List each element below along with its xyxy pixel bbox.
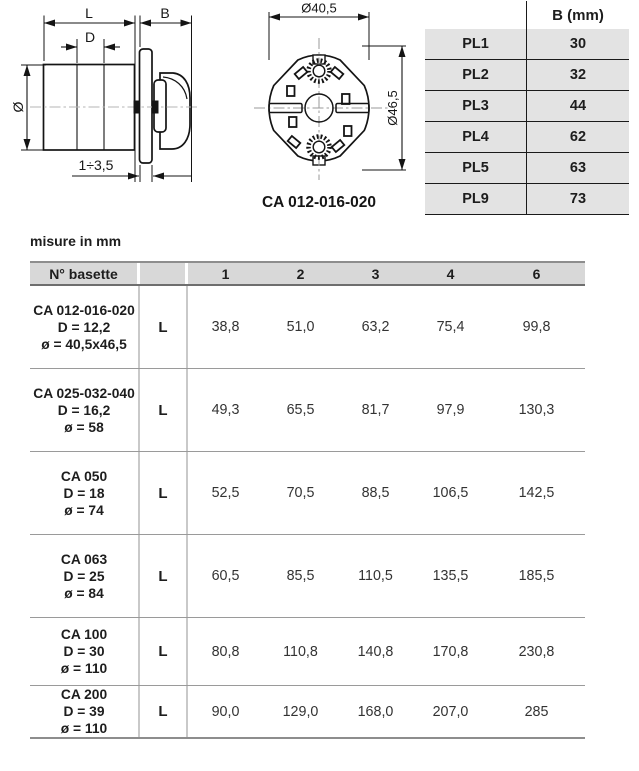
- value-cell: 38,8: [211, 319, 240, 335]
- value-cell: 207,0: [432, 703, 469, 720]
- model-diameter: ø = 74: [64, 502, 104, 518]
- table-row: [30, 618, 585, 686]
- pl-value: 44: [569, 98, 587, 114]
- model-diameter: ø = 110: [60, 721, 108, 736]
- model-diameter: ø = 40,5x46,5: [41, 336, 127, 352]
- model-d: D = 25: [63, 568, 105, 584]
- pl-label: PL1: [425, 29, 527, 59]
- value-cell: 90,0: [211, 703, 240, 720]
- l-cell: L: [140, 286, 188, 368]
- side-view-drawing: [2, 3, 227, 198]
- value-cell: 70,5: [286, 485, 315, 501]
- dimension-top-label: Ø40,5: [301, 0, 337, 16]
- value-cell: 106,5: [432, 485, 469, 501]
- value-cell: 65,5: [286, 402, 315, 418]
- b-table-row: [425, 91, 629, 122]
- value-cell: 52,5: [211, 485, 240, 501]
- table-row: [30, 686, 585, 737]
- model-cell: [30, 286, 140, 368]
- dimension-B-label: B: [160, 5, 170, 21]
- table-row: [30, 286, 585, 369]
- value-cell: 88,5: [361, 485, 390, 501]
- b-table-header-empty: [425, 1, 527, 29]
- model-d: D = 12,2: [57, 319, 111, 335]
- column-header: 3: [338, 263, 413, 284]
- model-diameter: ø = 110: [60, 661, 108, 676]
- value-cell: 51,0: [286, 319, 315, 335]
- pl-label: PL5: [425, 153, 527, 183]
- table-row: [30, 535, 585, 618]
- front-view-caption: CA 012-016-020: [261, 194, 377, 211]
- b-table-row: [425, 184, 629, 215]
- pl-label: PL4: [425, 122, 527, 152]
- column-header: 6: [488, 263, 585, 284]
- value-cell: 81,7: [361, 402, 390, 418]
- l-cell: L: [140, 452, 188, 534]
- value-cell: 49,3: [211, 402, 240, 418]
- value-cell: 75,4: [436, 319, 465, 335]
- dimension-L-label: L: [85, 5, 93, 21]
- model-name: CA 012-016-020: [33, 302, 135, 318]
- value-cell: 99,8: [522, 319, 551, 335]
- shaft-block: [152, 101, 159, 114]
- shaft-block: [134, 101, 140, 114]
- model-name: CA 200: [60, 687, 108, 702]
- model-d: D = 30: [63, 644, 105, 659]
- value-cell: 168,0: [357, 703, 394, 720]
- b-table-header: B (mm): [552, 6, 604, 24]
- column-header: 4: [413, 263, 488, 284]
- model-name: CA 100: [60, 627, 108, 642]
- model-diameter: ø = 84: [64, 585, 104, 601]
- b-table-header-row: [425, 1, 629, 29]
- b-table-row: [425, 29, 629, 60]
- dimension-right-label: Ø46,5: [385, 90, 400, 126]
- l-cell: L: [140, 618, 188, 685]
- front-view-drawing: [232, 0, 437, 220]
- dimension-table: [30, 261, 585, 739]
- model-name: CA 050: [60, 468, 108, 484]
- b-table-row: [425, 122, 629, 153]
- model-cell: [30, 535, 140, 617]
- pl-value: 62: [569, 129, 587, 145]
- dimension-D-label: D: [84, 29, 96, 45]
- value-cell: 135,5: [432, 568, 469, 584]
- b-table-row: [425, 60, 629, 91]
- pl-value: 73: [569, 191, 587, 207]
- value-cell: 142,5: [518, 485, 555, 501]
- l-cell: L: [140, 369, 188, 451]
- pl-label: PL9: [425, 184, 527, 214]
- pl-value: 32: [569, 67, 587, 83]
- l-cell: L: [140, 535, 188, 617]
- model-cell: [30, 369, 140, 451]
- dimension-table-header: [30, 263, 585, 286]
- b-size-table: [425, 1, 629, 215]
- model-name: CA 063: [60, 551, 108, 567]
- value-cell: 110,5: [358, 568, 393, 584]
- value-cell: 80,8: [211, 643, 240, 660]
- column-header: 2: [263, 263, 338, 284]
- model-d: D = 18: [63, 485, 105, 501]
- pl-value: 63: [569, 160, 587, 176]
- model-cell: [30, 452, 140, 534]
- value-cell: 60,5: [211, 568, 240, 584]
- units-note: misure in mm: [30, 233, 122, 249]
- pl-label: PL2: [425, 60, 527, 90]
- dimension-diameter-label: Ø: [10, 101, 26, 113]
- model-diameter: ø = 58: [64, 419, 104, 435]
- value-cell: 85,5: [286, 568, 315, 584]
- b-table-row: [425, 153, 629, 184]
- mounting-plate: [140, 49, 153, 163]
- value-cell: 129,0: [282, 703, 319, 720]
- model-cell: [30, 686, 140, 737]
- column-header-empty: [140, 263, 188, 284]
- value-cell: 63,2: [361, 319, 390, 335]
- model-d: D = 39: [63, 704, 105, 719]
- column-header-basette: N° basette: [30, 263, 140, 284]
- value-cell: 110,8: [283, 643, 318, 660]
- value-cell: 230,8: [518, 643, 555, 660]
- model-d: D = 16,2: [57, 402, 111, 418]
- pl-label: PL3: [425, 91, 527, 121]
- table-row: [30, 452, 585, 535]
- model-cell: [30, 618, 140, 685]
- value-cell: 97,9: [436, 402, 465, 418]
- value-cell: 170,8: [432, 643, 469, 660]
- column-header: 1: [188, 263, 263, 284]
- value-cell: 285: [524, 703, 549, 720]
- dimension-gap-label: 1÷3,5: [78, 157, 114, 173]
- model-name: CA 025-032-040: [33, 385, 135, 401]
- value-cell: 130,3: [518, 402, 555, 418]
- table-row: [30, 369, 585, 452]
- value-cell: 140,8: [357, 643, 394, 660]
- l-cell: L: [140, 686, 188, 737]
- value-cell: 185,5: [518, 568, 555, 584]
- pl-value: 30: [569, 36, 587, 52]
